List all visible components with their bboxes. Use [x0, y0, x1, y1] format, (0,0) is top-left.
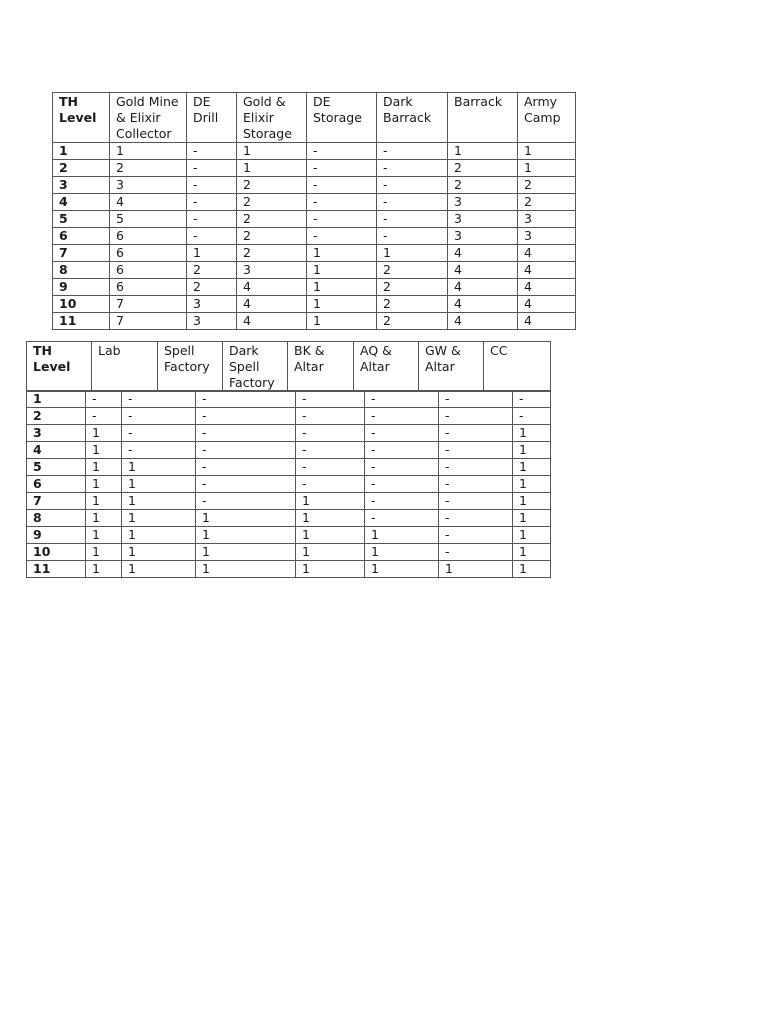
table-cell: - [86, 391, 122, 408]
table-cell: 1 [513, 544, 551, 561]
table-cell: - [196, 493, 296, 510]
th-level-cell: 10 [53, 296, 110, 313]
th-level-cell: 9 [27, 527, 86, 544]
table-cell: - [365, 408, 439, 425]
column-header: BK & Altar [288, 342, 354, 392]
th-level-cell: 11 [53, 313, 110, 330]
table-cell: 4 [518, 245, 576, 262]
table-row [53, 313, 576, 330]
table-cell: 3 [448, 194, 518, 211]
table-cell: - [307, 177, 377, 194]
table-cell: 1 [122, 459, 196, 476]
column-header: Dark Spell Factory [223, 342, 288, 392]
table-cell: 2 [377, 279, 448, 296]
table-cell: - [122, 425, 196, 442]
table-row [27, 425, 551, 442]
table-cell: 2 [448, 160, 518, 177]
table-cell: 1 [86, 425, 122, 442]
th-level-cell: 2 [53, 160, 110, 177]
th-level-cell: 1 [27, 391, 86, 408]
table-cell: - [307, 143, 377, 160]
table-cell: - [187, 228, 237, 245]
table-cell: 1 [122, 476, 196, 493]
column-header: TH Level [27, 342, 92, 392]
table-row [53, 296, 576, 313]
table-cell: - [187, 160, 237, 177]
table-row [27, 527, 551, 544]
table-cell: 1 [86, 561, 122, 578]
table-cell: 1 [196, 561, 296, 578]
table-cell: - [296, 459, 365, 476]
table-cell: - [365, 493, 439, 510]
table-cell: - [196, 391, 296, 408]
table-cell: 2 [237, 245, 307, 262]
table-cell: - [439, 459, 513, 476]
column-header: DE Storage [307, 93, 377, 143]
table-cell: 1 [296, 510, 365, 527]
column-header: Lab [92, 342, 158, 392]
table-cell: - [365, 442, 439, 459]
table-cell: - [307, 160, 377, 177]
table-cell: - [122, 391, 196, 408]
table-cell: - [187, 194, 237, 211]
buildings-table-2 [26, 390, 551, 578]
table-cell: - [196, 459, 296, 476]
table-row [27, 408, 551, 425]
table-cell: 1 [86, 442, 122, 459]
table-cell: 4 [237, 313, 307, 330]
table-cell: 3 [518, 211, 576, 228]
table-cell: 2 [237, 177, 307, 194]
table-cell: 4 [237, 296, 307, 313]
buildings-table-1 [52, 92, 576, 330]
table-cell: - [377, 177, 448, 194]
table-cell: 1 [365, 544, 439, 561]
table-cell: - [439, 408, 513, 425]
table-cell: - [377, 160, 448, 177]
table-row [27, 561, 551, 578]
table-cell: - [196, 442, 296, 459]
table-cell: 5 [110, 211, 187, 228]
table-cell: 1 [513, 442, 551, 459]
th-level-cell: 4 [27, 442, 86, 459]
table-cell: 2 [110, 160, 187, 177]
table-cell: - [377, 228, 448, 245]
table-cell: 1 [513, 425, 551, 442]
table-cell: - [307, 228, 377, 245]
table-cell: 4 [448, 313, 518, 330]
table-cell: 1 [518, 160, 576, 177]
table-cell: - [365, 476, 439, 493]
table-row [27, 493, 551, 510]
table-cell: 2 [518, 177, 576, 194]
table-cell: 1 [196, 544, 296, 561]
table-cell: 1 [196, 527, 296, 544]
th-level-cell: 2 [27, 408, 86, 425]
table-cell: 4 [518, 279, 576, 296]
table-cell: - [365, 510, 439, 527]
th-level-cell: 11 [27, 561, 86, 578]
table-cell: 1 [237, 143, 307, 160]
table-cell: 1 [296, 527, 365, 544]
table-cell: 2 [237, 211, 307, 228]
table-cell: - [513, 391, 551, 408]
table-cell: 2 [237, 194, 307, 211]
table-cell: 3 [110, 177, 187, 194]
th-level-cell: 10 [27, 544, 86, 561]
table-cell: 4 [518, 262, 576, 279]
table-cell: 2 [377, 262, 448, 279]
table-cell: 2 [187, 262, 237, 279]
table-cell: - [307, 194, 377, 211]
table-cell: 1 [187, 245, 237, 262]
table-cell: 1 [122, 544, 196, 561]
th-level-cell: 1 [53, 143, 110, 160]
column-header: Army Camp [518, 93, 576, 143]
table-cell: 3 [448, 211, 518, 228]
table-cell: - [86, 408, 122, 425]
table-cell: 1 [122, 510, 196, 527]
table-cell: - [196, 408, 296, 425]
table-cell: - [196, 425, 296, 442]
th-level-cell: 7 [53, 245, 110, 262]
table-cell: - [122, 442, 196, 459]
table-cell: 1 [196, 510, 296, 527]
table-cell: 4 [448, 279, 518, 296]
table-cell: - [296, 476, 365, 493]
table-cell: 2 [377, 313, 448, 330]
table-cell: 1 [307, 245, 377, 262]
table-cell: 1 [86, 510, 122, 527]
table-cell: - [187, 177, 237, 194]
table-cell: 1 [307, 296, 377, 313]
th-level-cell: 8 [27, 510, 86, 527]
column-header: CC [484, 342, 551, 392]
table-cell: 1 [439, 561, 513, 578]
table-cell: 1 [296, 493, 365, 510]
table-row [27, 476, 551, 493]
table-cell: 7 [110, 296, 187, 313]
table-cell: 3 [448, 228, 518, 245]
table-cell: - [513, 408, 551, 425]
table-cell: 4 [237, 279, 307, 296]
th-level-cell: 3 [53, 177, 110, 194]
table-row [53, 143, 576, 160]
table-cell: - [439, 476, 513, 493]
table-cell: 1 [86, 476, 122, 493]
th-level-cell: 7 [27, 493, 86, 510]
th-level-cell: 5 [27, 459, 86, 476]
table-row [53, 194, 576, 211]
table-cell: 2 [237, 228, 307, 245]
table-cell: 2 [448, 177, 518, 194]
column-header: Spell Factory [158, 342, 223, 392]
table-cell: - [296, 408, 365, 425]
table-cell: 1 [307, 313, 377, 330]
column-header: TH Level [53, 93, 110, 143]
table-cell: - [187, 211, 237, 228]
table-cell: 1 [86, 493, 122, 510]
table-row [53, 245, 576, 262]
table-cell: 6 [110, 228, 187, 245]
table-row [27, 544, 551, 561]
table-cell: 1 [122, 527, 196, 544]
table-cell: 3 [187, 296, 237, 313]
column-header: Barrack [448, 93, 518, 143]
table-cell: - [122, 408, 196, 425]
table-cell: - [439, 493, 513, 510]
table-row [27, 442, 551, 459]
column-header: Gold Mine & Elixir Collector [110, 93, 187, 143]
table-row [53, 160, 576, 177]
table-row [27, 391, 551, 408]
table-row [53, 279, 576, 296]
table-cell: 3 [187, 313, 237, 330]
column-header: GW & Altar [419, 342, 484, 392]
table-cell: 3 [518, 228, 576, 245]
table-cell: 2 [518, 194, 576, 211]
table-cell: - [439, 527, 513, 544]
table-cell: 1 [86, 459, 122, 476]
column-header: AQ & Altar [354, 342, 419, 392]
table-cell: - [439, 544, 513, 561]
table-cell: 6 [110, 245, 187, 262]
table-row [53, 177, 576, 194]
table-cell: 1 [513, 561, 551, 578]
th-level-cell: 5 [53, 211, 110, 228]
table-cell: 1 [296, 561, 365, 578]
header-row [27, 342, 551, 392]
table-cell: 1 [513, 476, 551, 493]
table-cell: 4 [448, 245, 518, 262]
table-row [53, 228, 576, 245]
th-level-cell: 9 [53, 279, 110, 296]
table-cell: 6 [110, 279, 187, 296]
table-cell: - [196, 476, 296, 493]
table-cell: 4 [448, 262, 518, 279]
th-level-cell: 6 [53, 228, 110, 245]
table-cell: 1 [513, 527, 551, 544]
column-header: DE Drill [187, 93, 237, 143]
table-cell: 1 [110, 143, 187, 160]
table-row [53, 262, 576, 279]
header-row [53, 93, 576, 143]
table-cell: 1 [122, 561, 196, 578]
table-cell: - [365, 391, 439, 408]
table-cell: 1 [237, 160, 307, 177]
table-cell: 4 [448, 296, 518, 313]
table-cell: - [296, 391, 365, 408]
table-cell: - [377, 211, 448, 228]
column-header: Dark Barrack [377, 93, 448, 143]
table-cell: 1 [122, 493, 196, 510]
table-cell: 1 [365, 527, 439, 544]
table-cell: 3 [237, 262, 307, 279]
table-cell: 1 [513, 510, 551, 527]
table-cell: 1 [518, 143, 576, 160]
th-level-cell: 4 [53, 194, 110, 211]
th-level-cell: 8 [53, 262, 110, 279]
table-cell: - [439, 442, 513, 459]
table-cell: - [439, 425, 513, 442]
table-cell: - [296, 425, 365, 442]
table-cell: 4 [518, 313, 576, 330]
table-cell: - [439, 510, 513, 527]
table-cell: 6 [110, 262, 187, 279]
table-cell: 1 [307, 262, 377, 279]
table-cell: - [307, 211, 377, 228]
buildings-table-2-header [26, 341, 551, 392]
table-cell: 2 [377, 296, 448, 313]
table-cell: - [365, 459, 439, 476]
table-cell: 4 [110, 194, 187, 211]
table-cell: 2 [187, 279, 237, 296]
table-cell: 1 [513, 459, 551, 476]
th-level-cell: 3 [27, 425, 86, 442]
table-cell: - [439, 391, 513, 408]
table-cell: - [296, 442, 365, 459]
table-cell: 1 [513, 493, 551, 510]
table-cell: 7 [110, 313, 187, 330]
th-level-cell: 6 [27, 476, 86, 493]
table-cell: 1 [86, 527, 122, 544]
table-cell: - [187, 143, 237, 160]
table-row [53, 211, 576, 228]
table-cell: - [377, 143, 448, 160]
table-cell: 1 [448, 143, 518, 160]
table-cell: 1 [296, 544, 365, 561]
table-cell: 1 [377, 245, 448, 262]
table-row [27, 459, 551, 476]
column-header: Gold & Elixir Storage [237, 93, 307, 143]
table-cell: 4 [518, 296, 576, 313]
table-cell: 1 [86, 544, 122, 561]
table-cell: 1 [365, 561, 439, 578]
table-row [27, 510, 551, 527]
table-cell: - [365, 425, 439, 442]
table-cell: - [377, 194, 448, 211]
table-cell: 1 [307, 279, 377, 296]
